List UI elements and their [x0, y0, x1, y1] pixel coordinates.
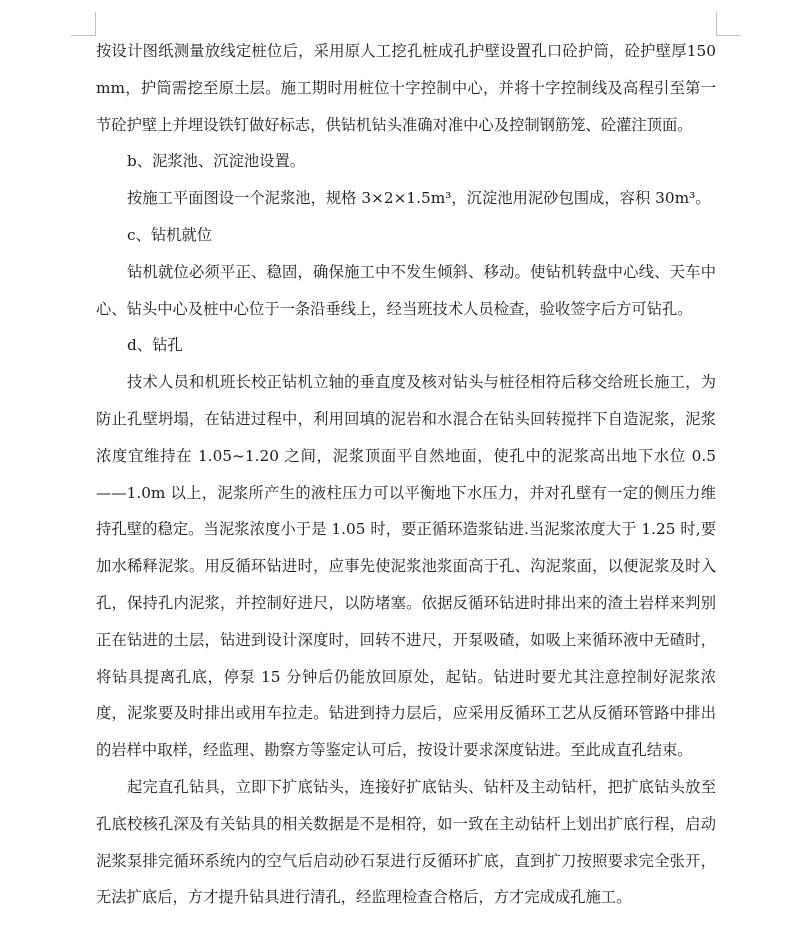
- paragraph-reaming: 起完直孔钻具，立即下扩底钻头，连接好扩底钻头、钻杆及主动钻杆，把扩底钻头放至孔底校核孔深及有关钻具的相关数据是不是相符，如一致在主动钻杆上划出扩底行程，启动泥浆泵排完循环系统内的空气后启动砂石泵进行反循环扩底，直到扩刀按照要求完全张开，无法扩底后，方才提升钻具进行清孔，经监理检查合格后，方才完成成孔施工。: [96, 777, 716, 907]
- heading-b-mud-pit: b、泥浆池、沉淀池设置。: [127, 152, 306, 171]
- crop-mark-top-left: [71, 35, 95, 36]
- heading-d-drilling: d、钻孔: [127, 336, 183, 355]
- paragraph-mud-pit-spec: 按施工平面图设一个泥浆池，规格 3×2×1.5m³，沉淀池用泥砂包围成，容积 30m³。: [127, 189, 711, 208]
- paragraph-drilling: 技术人员和机班长校正钻机立轴的垂直度及核对钻头与桩径相符后移交给班长施工，为防止孔壁坍塌，在钻进过程中，利用回填的泥岩和水混合在钻头回转搅拌下自造泥浆，泥浆浓度宜维持在 1.05~1.20 之间，泥浆顶面平自然地面，使孔中的泥浆高出地下水位 0.5——1.0m 以上，泥浆所产生的液柱压力可以平衡地下水压力，并对孔壁有一定的侧压力维持孔壁的稳定。当泥浆浓度小于是 1.05 时，要正循环造浆钻进.当泥浆浓度大于 1.25 时,要加水稀释泥浆。用反循环钻进时，应事先使泥浆池浆面高于孔、沟泥浆面，以便泥浆及时入孔，保持孔内泥浆，并控制好进尺，以防堵塞。依据反循环钻进时排出来的渣土岩样来判别正在钻进的土层，钻进到设计深度时，回转不进尺，开泵吸碴，如吸上来循环液中无碴时，将钻具提离孔底，停泵 15 分钟后仍能放回原处，起钻。钻进时要尤其注意控制好泥浆浓度，泥浆要及时排出或用车拉走。钻进到持力层后，应采用反循环工艺从反循环管路中排出的岩样中取样，经监理、勘察方等鉴定认可后，按设计要求深度钻进。至此成直孔结束。: [96, 373, 716, 760]
- heading-c-rig-positioning: c、钻机就位: [127, 225, 213, 244]
- document-body: [96, 33, 716, 916]
- crop-mark-top-right: [716, 12, 717, 36]
- crop-mark-top-right: [716, 35, 740, 36]
- paragraph-rig-positioning: 钻机就位必须平正、稳固，确保施工中不发生倾斜、移动。使钻机转盘中心线、天车中心、钻头中心及桩中心位于一条沿垂线上，经当班技术人员检查，验收签字后方可钻孔。: [96, 262, 716, 318]
- paragraph-pile-positioning: 按设计图纸测量放线定桩位后，采用原人工挖孔桩成孔护壁设置孔口砼护筒，砼护壁厚150mm，护筒需挖至原土层。施工期时用桩位十字控制中心，并将十字控制线及高程引至第一节砼护壁上并埋设铁钉做好标志，供钻机钻头准确对准中心及控制钢筋笼、砼灌注顶面。: [96, 42, 716, 134]
